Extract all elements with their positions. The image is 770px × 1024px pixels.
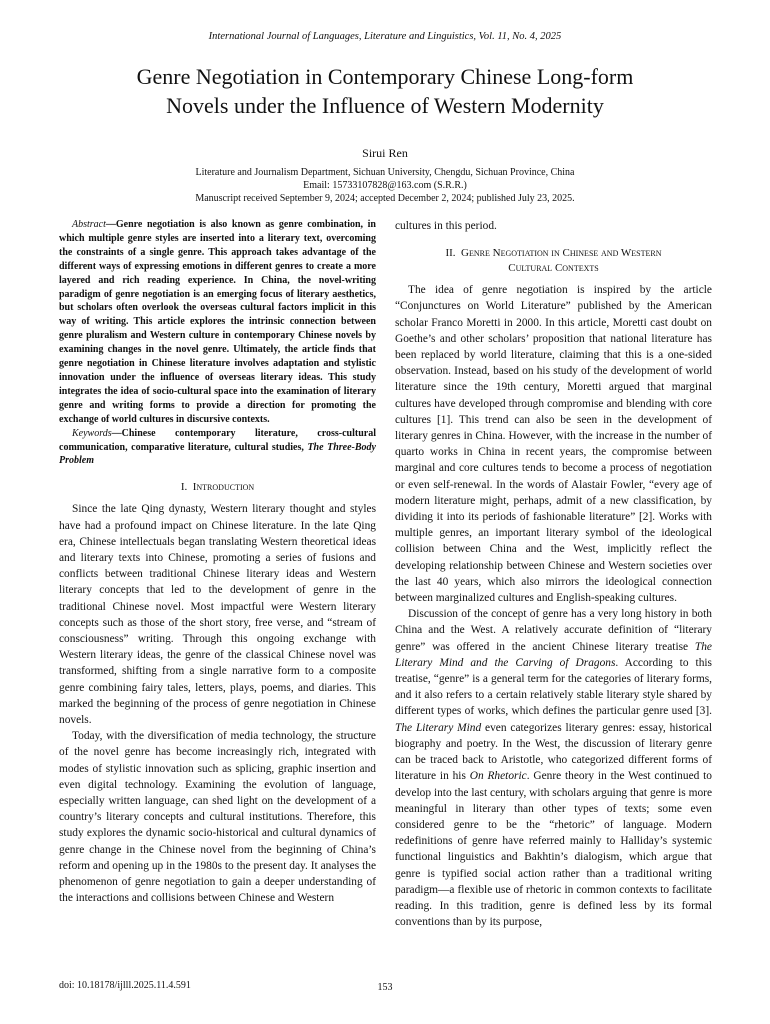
section-2-heading [395, 246, 712, 276]
left-column [59, 218, 376, 906]
section-1-title: Introduction [192, 481, 255, 494]
keywords-label: Keywords [72, 427, 112, 439]
title-line-1: Genre Negotiation in Contemporary Chinese Long-form [136, 64, 634, 89]
manuscript-dates: Manuscript received September 9, 2024; accepted December 2, 2024; published July 23, 2025. [195, 193, 575, 204]
email: Email: 15733107828@163.com (S.R.R.) [303, 180, 467, 191]
p2-text-a: Discussion of the concept of genre has a very long history in both China and the West. A relatively accurate definition of “literary genre” was offered in the ancient Chinese literary treatise [395, 608, 712, 653]
p2-text-b: . According to this treatise, “genre” is a general term for the categories of literary forms, and it also refers to a certain relatively stable literary style shared by different types of works, which defines the particular genre used [3]. [395, 656, 712, 718]
keywords-italic: The Three-Body Problem [59, 441, 376, 467]
intro-paragraph-2: Today, with the diversification of media technology, the structure of the novel genre has become increasingly rich, integrated with modes of stylistic innovation such as splicing, graphic insertion and even digital technology. Examining the evolution of language, especially written language, can shed light on the development of a country’s literary concepts and cultural institutions. Therefore, this study explores the dynamic socio-historical and cultural dynamics of genre change in the Chinese novel from the beginning of China’s reform and opening up in the 1980s to the present day. It analyses the phenomenon of genre negotiation to gain a deeper understanding of the interactions and collisions between Chinese and Western [59, 730, 376, 905]
p2-italic-title-3: On Rhetoric [469, 770, 527, 783]
affiliation: Literature and Journalism Department, Sichuan University, Chengdu, Sichuan Province, China [195, 167, 575, 178]
section-2-title-line-2: Cultural Contexts [508, 262, 599, 275]
p2-italic-title-2: The Literary Mind [395, 721, 482, 734]
journal-header: International Journal of Languages, Literature and Linguistics, Vol. 11, No. 4, 2025 [208, 31, 562, 42]
keywords-text: —Chinese contemporary literature, cross-cultural communication, comparative literature, cultural studies, [59, 427, 376, 453]
p2-text-c: even categorizes literary genres: essay, historical biography and poetry. In the West, the discussion of literary genre can be traced back to Aristotle, who categorized different forms of literature in his [395, 721, 712, 783]
author-info [0, 166, 770, 205]
abstract-label: Abstract [72, 219, 106, 230]
section-2-num: II. [445, 247, 456, 260]
page-number: 153 [377, 982, 393, 993]
doi: doi: 10.18178/ijlll.2025.11.4.591 [59, 980, 191, 991]
title-line-2: Novels under the Influence of Western Modernity [166, 93, 604, 118]
p2-text-d: . Genre theory in the West continued to develop into the last century, with scholars arguing that genre is more meaningful in literary than other types of texts; some even considered genre to be the “rhetoric” of language. Modern redefinitions of genre have referred mainly to Halliday’s systemic functional linguistics and Bakhtin’s dialogism, which argue that genre is typified social action rather than a traditional writing paradigm—a flexible use of rhetoric in common contexts to facilitate reading. In this tradition, genre is defined less by its formal conventions than by its purpose, [395, 770, 713, 929]
section-1-num: I. [180, 481, 188, 494]
right-column [395, 218, 712, 930]
section-2-paragraph-1: The idea of genre negotiation is inspired by the article “Conjunctures on World Literature” published by the American scholar Franco Moretti in 2000. In this article, Moretti cast doubt on Goethe’s and other scholars’ proposition that national literature has been replaced by world literature, claiming that this is a one-sided observation. Instead, based on his study of the development of world literature since the 19th century, Moretti argued that marginal cultures have developed through compromise and blending with core cultures [1]. This trend can also be seen in the development of literary genres in China. However, with the increase in the number of quarto works in China in recent years, the compromise between marginal and core cultures tends to become a process of negotiation or even self-renewal. In the words of Alastair Fowler, “every age of modern literature might, perhaps, admit of a new classification, by dividing it into its periods of fashionable literature” [2]. Works with multiple genres, an important literary symbol of the ideological collision between China and the West, implicitly reflect the developing relationship between Chinese and Western societies over the last 40 years, which also mirrors the ideological connection between marginalized cultures and English-speaking cultures. [395, 284, 712, 605]
abstract-text: —Genre negotiation is also known as genre combination, in which multiple genre styles are inserted into a literary text, overcoming the constraints of a single genre. This approach takes advantage of the different ways of expressing emotions in different genres to create a more layered and rich reading experience. In China, the novel-writing paradigm of genre negotiation is an emerging focus of literary aesthetics, but scholars often overlook the overseas cultural factors implicit in this way of writing. This article explores the intrinsic connection between genre pluralism and Western culture in contemporary Chinese novels by examining changes in the novel genre. Ultimately, the article finds that genre negotiation in Chinese literature involves adaptation and stylistic innovation under the influence of overseas literary ideas. This study integrates the idea of socio-cultural space into the examination of literary genre and writing forms to provide a direction for promoting the exchange of world cultures in discursive contexts. [59, 219, 376, 425]
p2-italic-title-1: The Literary Mind and the Carving of Dragons [395, 640, 712, 669]
keywords [59, 427, 376, 469]
section-2-paragraph-2 [395, 606, 712, 930]
intro-paragraph-2-continued: cultures in this period. [395, 220, 497, 232]
author-name: Sirui Ren [362, 146, 408, 160]
paper-title [60, 62, 710, 120]
intro-paragraph-1: Since the late Qing dynasty, Western literary thought and styles have had a profound impact on Chinese literature. In the late Qing era, Chinese intellectuals began translating Western theoretical ideas and literary texts into Chinese, promoting a series of fusions and conflicts between traditional Chinese literary ideas and Western literary concepts that led to the development of genre in the traditional Chinese novel. Most impactful were Western literary concepts such as those of the short story, free verse, and “stream of consciousness” writing. Through this ongoing exchange with Western literary ideas, the genre of the classical Chinese novel was transformed, shifting from a single narrative form to a composite genre combining fairy tales, letters, plays, poems, and diaries. This marked the beginning of the process of genre negotiation in Chinese novels. [59, 503, 376, 726]
section-2-title-line-1: Genre Negotiation in Chinese and Western [461, 247, 662, 260]
abstract [59, 218, 376, 427]
section-1-heading [59, 480, 376, 495]
